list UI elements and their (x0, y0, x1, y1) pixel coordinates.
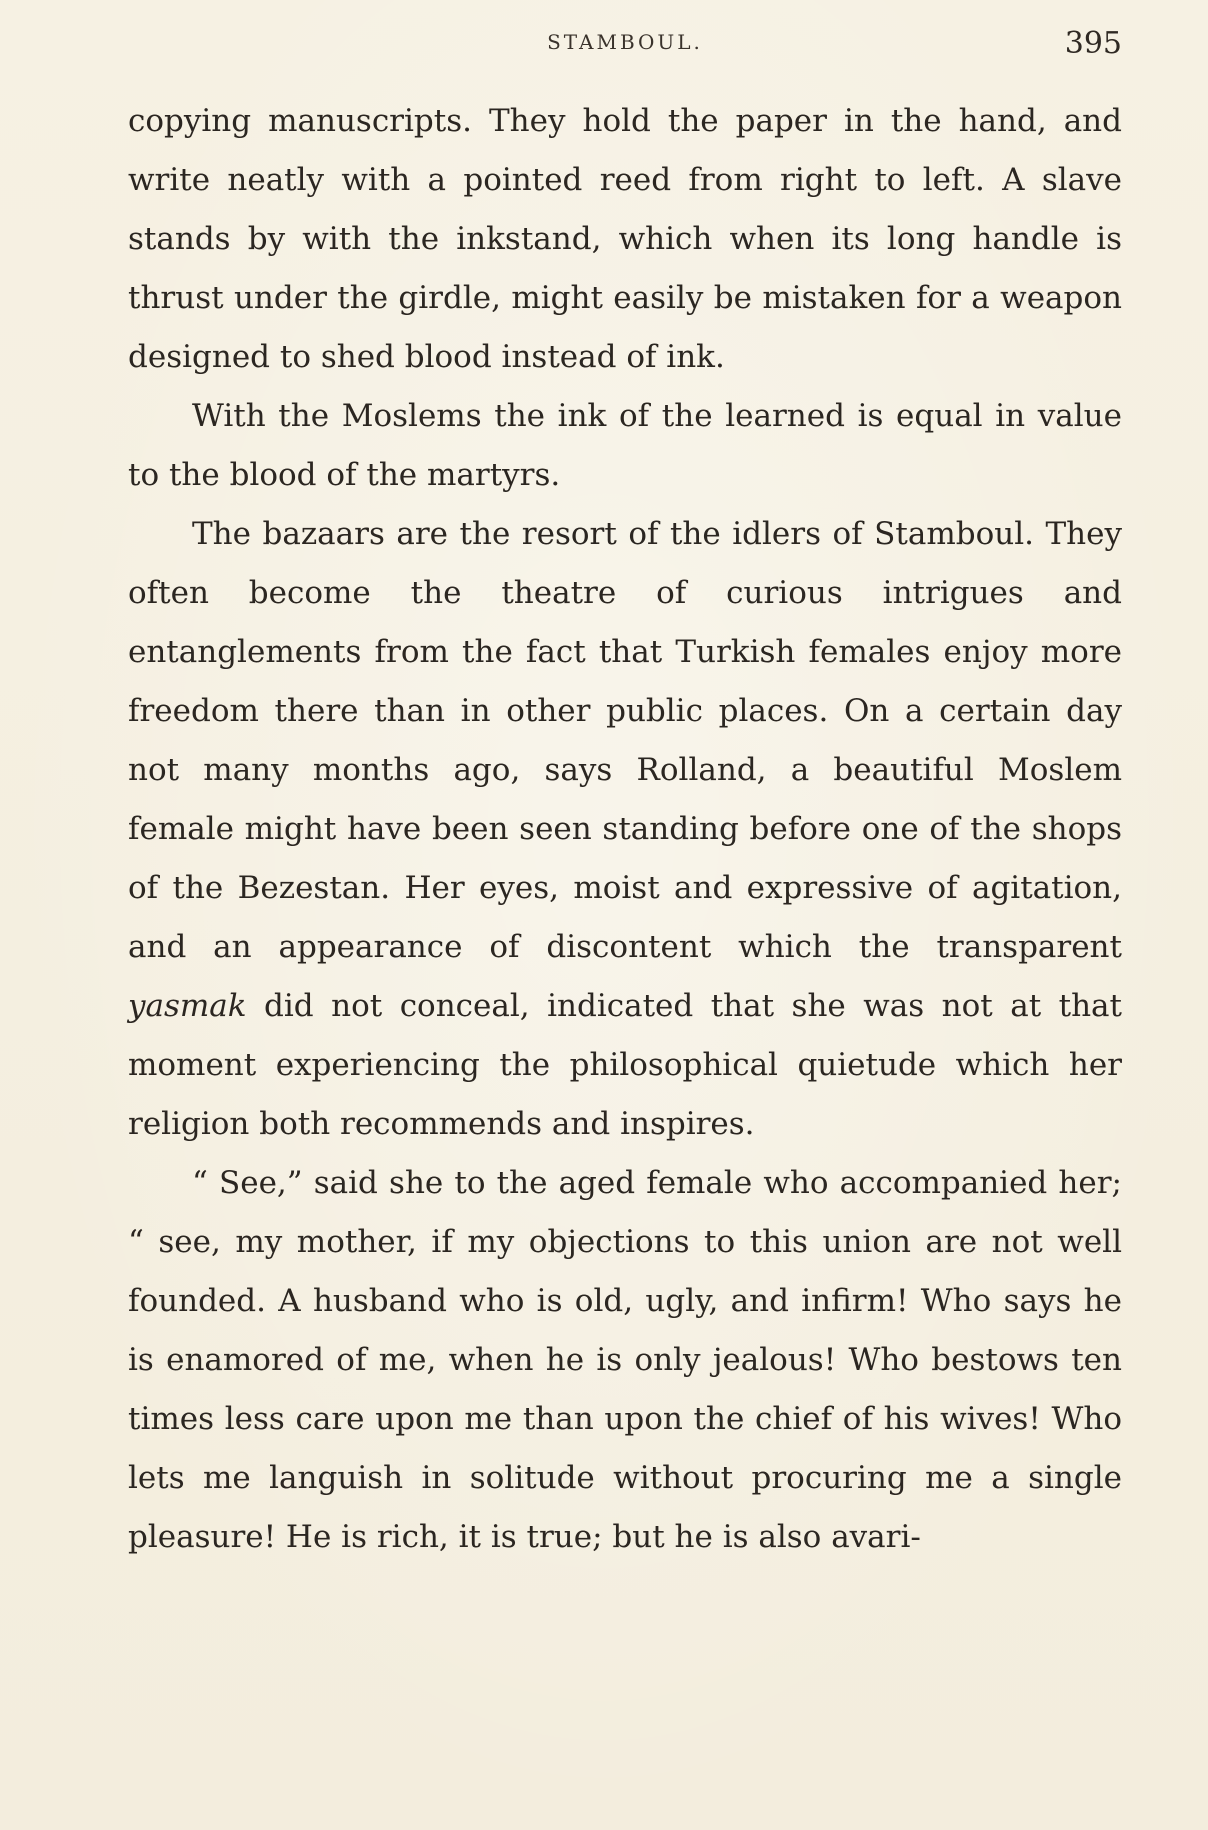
body-text (128, 92, 1122, 1567)
paragraph-2 (128, 387, 1122, 505)
running-head (128, 26, 1122, 66)
paragraph-2-text: With the Moslems the ink of the learned is equal in value to the blood of the martyrs. (128, 398, 1122, 493)
running-title: STAMBOUL. (547, 30, 703, 54)
paragraph-4 (128, 1154, 1122, 1567)
paragraph-1 (128, 92, 1122, 387)
paragraph-3-text-part-2: did not conceal, indicated that she was not at that moment experiencing the philosophical quietude which her religion both recommends and inspires. (128, 988, 1122, 1142)
paragraph-3-italic-term: yasmak (128, 988, 247, 1024)
paragraph-3-text-part-1: The bazaars are the resort of the idlers of Stamboul. They often become the theatre of curious intrigues and entanglements from the fact that Turkish females enjoy more freedom there than in other public places. On a certain day not many months ago, says Rolland, a beautiful Moslem female might have been seen standing before one of the shops of the Bezestan. Her eyes, moist and expressive of agitation, and an appearance of discontent which the transparent (128, 516, 1122, 965)
paragraph-1-text: copying manuscripts. They hold the paper in the hand, and write neatly with a pointed reed from right to left. A slave stands by with the inkstand, which when its long handle is thrust under the girdle, might easily be mistaken for a weapon designed to shed blood instead of ink. (128, 103, 1122, 375)
page-number: 395 (1064, 26, 1122, 61)
paragraph-3 (128, 505, 1122, 1154)
paragraph-4-text: “ See,” said she to the aged female who accompanied her; “ see, my mother, if my objections to this union are not well founded. A husband who is old, ugly, and infirm! Who says he is enamored of me, when he is only jealous! Who bestows ten times less care upon me than upon the chief of his wives! Who lets me languish in solitude without procuring me a single pleasure! He is rich, it is true; but he is also avari- (128, 1165, 1122, 1555)
